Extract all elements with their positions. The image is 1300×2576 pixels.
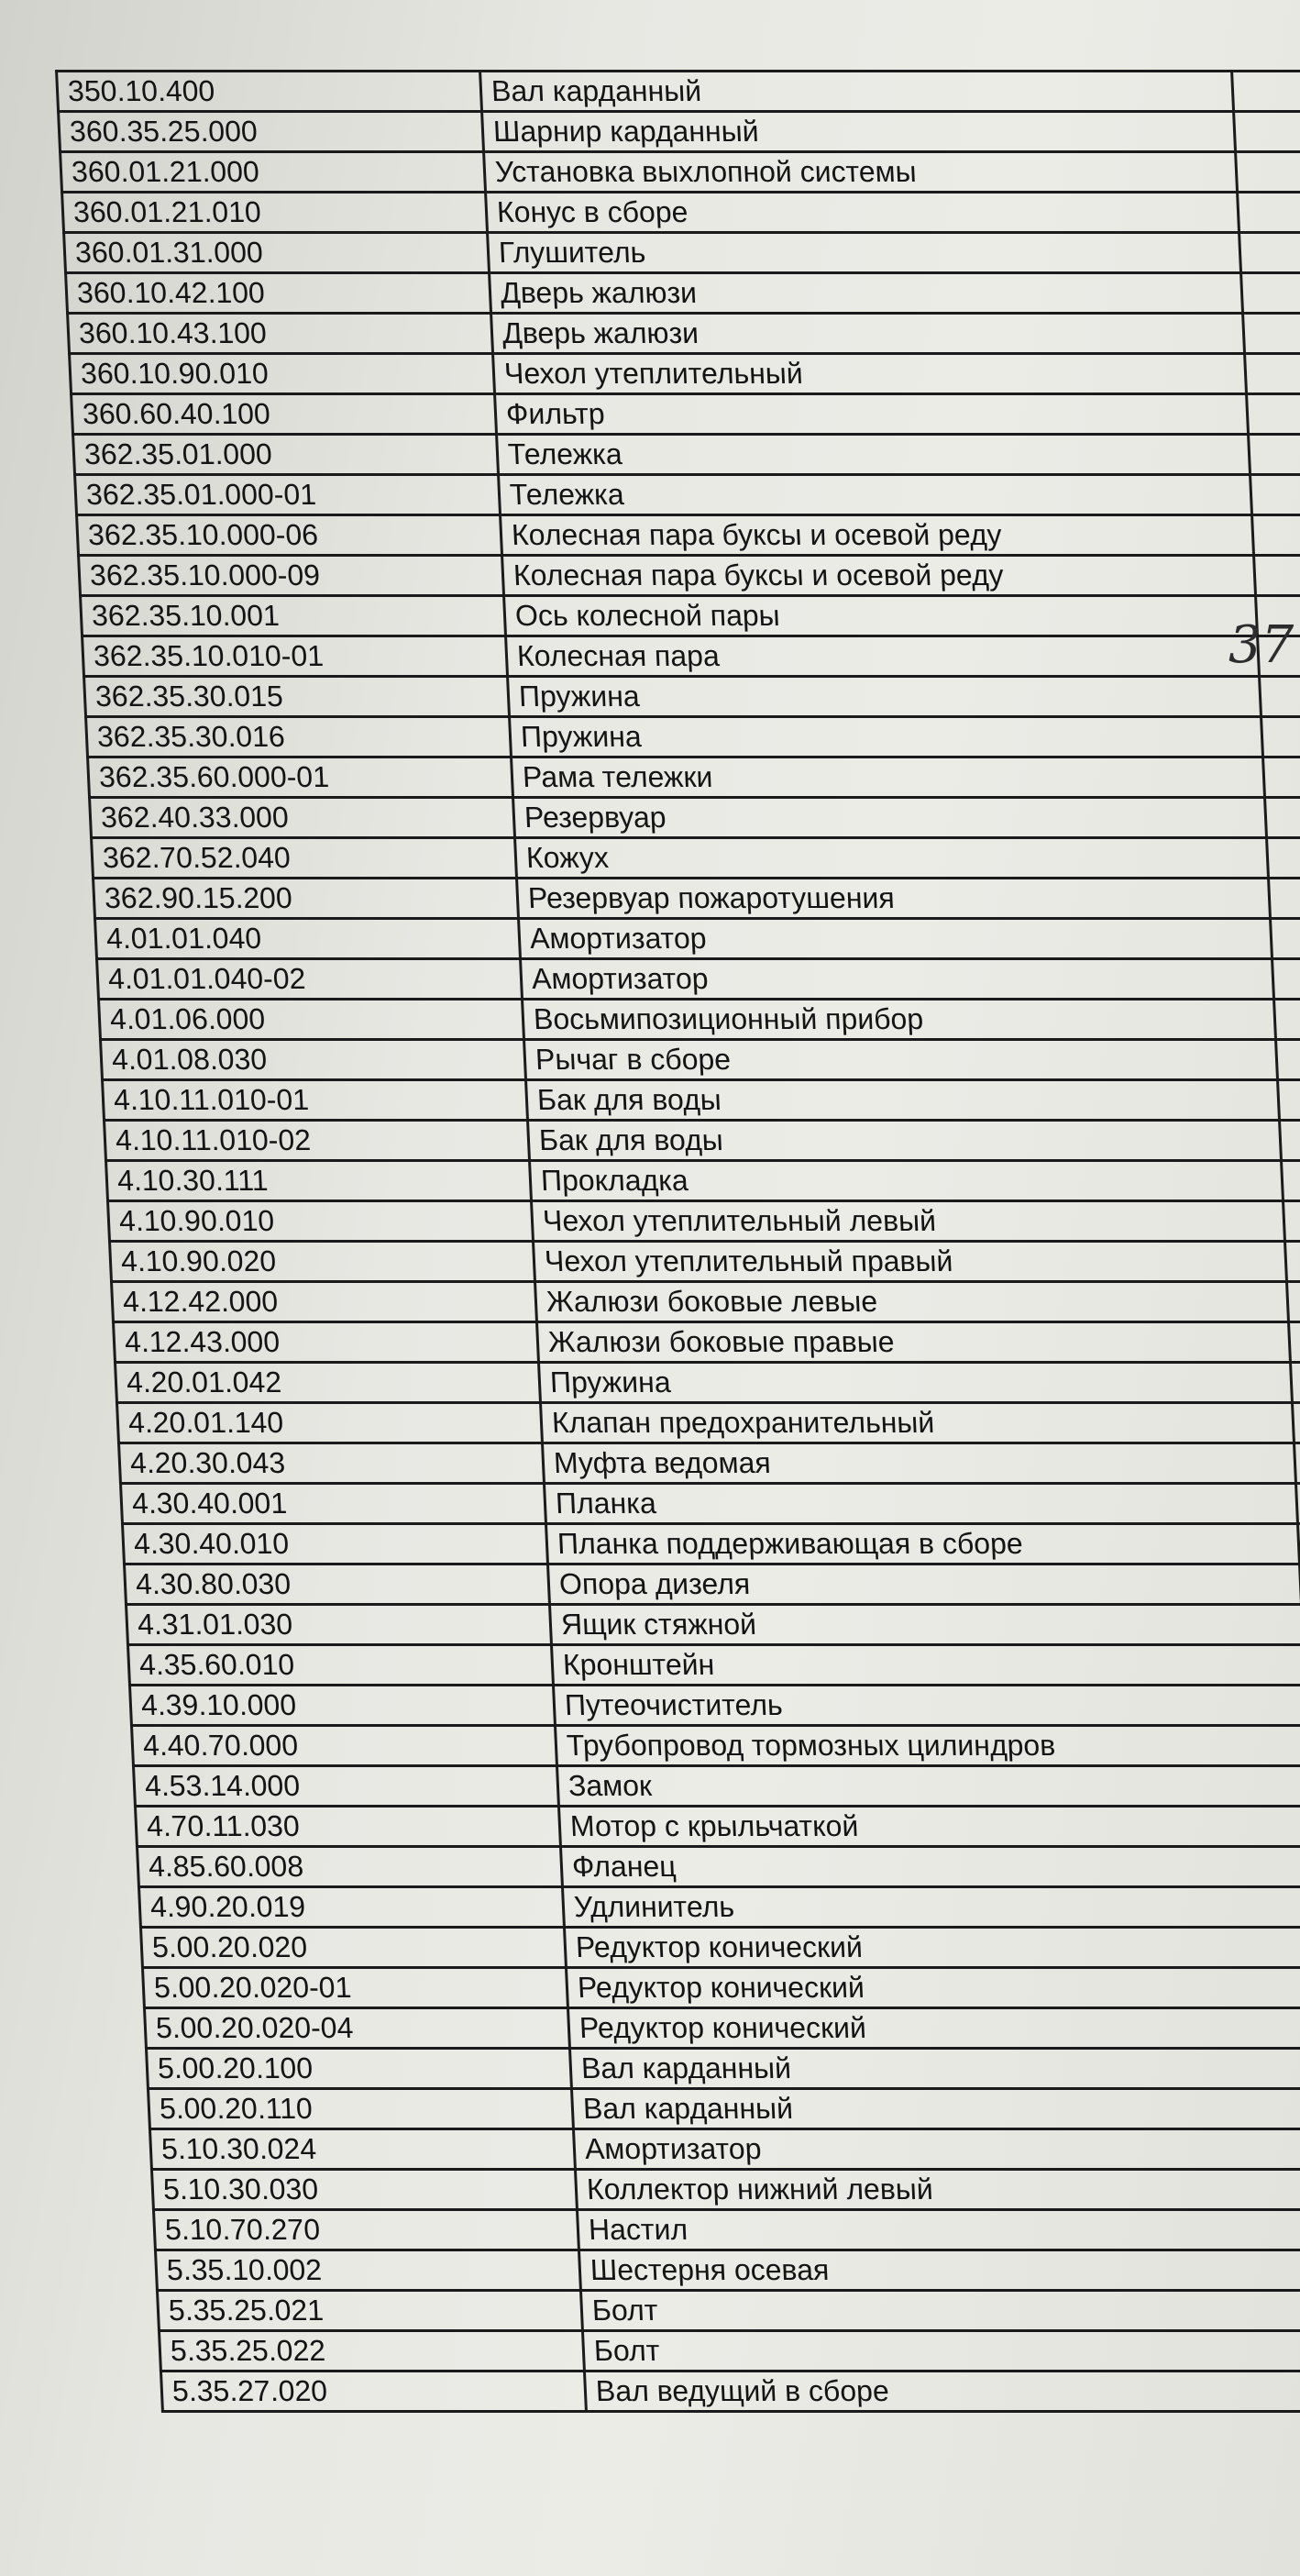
part-name-cell: Глушитель	[488, 233, 1241, 273]
empty-cell	[1261, 717, 1300, 757]
table-row	[140, 1928, 1300, 1968]
table-row	[133, 1766, 1300, 1807]
part-name-cell: Колесная пара буксы и осевой реду	[502, 556, 1256, 596]
empty-cell	[1283, 1201, 1300, 1242]
table-row	[92, 838, 1300, 879]
part-code-cell: 360.10.90.010	[70, 354, 495, 394]
part-code-cell: 4.20.01.140	[117, 1403, 543, 1443]
part-name-cell: Амортизатор	[573, 2129, 1300, 2170]
part-name-cell: Резервуар пожаротушения	[517, 879, 1271, 919]
part-code-cell: 5.00.20.110	[148, 2089, 573, 2129]
part-name-cell: Колесная пара буксы и осевой реду	[501, 515, 1254, 556]
parts-table	[55, 70, 1300, 2413]
part-name-cell: Планка	[544, 1484, 1297, 1524]
empty-cell	[1289, 1322, 1300, 1363]
part-code-cell: 5.10.30.030	[151, 2170, 577, 2210]
table-row	[59, 112, 1300, 152]
part-name-cell: Вал карданный	[480, 72, 1234, 112]
part-name-cell: Шестерня осевая	[578, 2250, 1300, 2291]
table-row	[119, 1443, 1300, 1484]
part-name-cell: Фильтр	[495, 394, 1249, 435]
part-name-cell: Фланец	[560, 1847, 1300, 1887]
part-code-cell: 4.30.80.030	[124, 1564, 549, 1605]
part-name-cell: Муфта ведомая	[543, 1443, 1296, 1484]
empty-cell	[1278, 1080, 1300, 1121]
empty-cell	[1272, 959, 1300, 1000]
part-code-cell: 362.35.60.000-01	[88, 757, 513, 798]
table-row	[148, 2089, 1300, 2129]
empty-cell	[1291, 1363, 1300, 1403]
table-row	[62, 193, 1300, 233]
part-name-cell: Редуктор конический	[564, 1928, 1300, 1968]
part-code-cell: 4.30.40.010	[122, 1524, 547, 1564]
empty-cell	[1282, 1161, 1300, 1201]
table-row	[110, 1242, 1300, 1282]
part-code-cell: 4.10.11.010-02	[105, 1121, 530, 1161]
table-row	[79, 556, 1300, 596]
empty-cell	[1236, 152, 1300, 193]
part-code-cell: 360.01.21.010	[62, 193, 488, 233]
part-name-cell: Коллектор нижний левый	[575, 2170, 1300, 2210]
table-row	[106, 1161, 1300, 1201]
part-name-cell: Тележка	[499, 475, 1252, 515]
table-row	[144, 2008, 1300, 2049]
table-row	[157, 2291, 1300, 2331]
part-name-cell: Жалюзи боковые правые	[537, 1322, 1291, 1363]
parts-table-body	[57, 72, 1300, 2412]
part-code-cell: 4.12.42.000	[112, 1282, 537, 1322]
part-code-cell: 5.10.30.024	[149, 2129, 575, 2170]
part-name-cell: Чехол утеплительный правый	[534, 1242, 1287, 1282]
empty-cell	[1249, 435, 1300, 475]
part-name-cell: Замок	[556, 1766, 1300, 1807]
table-row	[120, 1484, 1300, 1524]
part-code-cell: 362.35.01.000-01	[75, 475, 501, 515]
part-name-cell: Бак для воды	[526, 1080, 1280, 1121]
table-row	[68, 314, 1300, 354]
part-name-cell: Рама тележки	[512, 757, 1265, 798]
part-name-cell: Бак для воды	[528, 1121, 1282, 1161]
part-name-cell: Мотор с крыльчаткой	[558, 1807, 1300, 1847]
part-name-cell: Ящик стяжной	[549, 1605, 1300, 1645]
part-name-cell: Амортизатор	[519, 919, 1272, 959]
part-code-cell: 4.10.30.111	[106, 1161, 532, 1201]
table-row	[112, 1282, 1300, 1322]
table-row	[73, 435, 1300, 475]
table-row	[151, 2170, 1300, 2210]
empty-cell	[1238, 193, 1300, 233]
table-row	[135, 1807, 1300, 1847]
table-row	[84, 677, 1300, 717]
part-name-cell: Трубопровод тормозных цилиндров	[555, 1726, 1300, 1766]
part-code-cell: 362.35.10.000-06	[77, 515, 502, 556]
part-name-cell: Конус в сборе	[486, 193, 1239, 233]
table-row	[153, 2210, 1300, 2250]
table-row	[155, 2250, 1300, 2291]
empty-cell	[1252, 515, 1300, 556]
part-code-cell: 4.10.90.010	[108, 1201, 534, 1242]
part-name-cell: Резервуар	[513, 798, 1267, 838]
part-code-cell: 4.01.01.040	[95, 919, 521, 959]
table-row	[103, 1080, 1300, 1121]
part-code-cell: 4.53.14.000	[133, 1766, 558, 1807]
part-name-cell: Вал ведущий в сборе	[584, 2371, 1300, 2412]
table-row	[160, 2371, 1300, 2412]
part-code-cell: 4.30.40.001	[120, 1484, 545, 1524]
part-code-cell: 362.35.10.000-09	[79, 556, 504, 596]
part-code-cell: 5.35.27.020	[160, 2371, 586, 2412]
part-name-cell: Кожух	[515, 838, 1269, 879]
part-name-cell: Установка выхлопной системы	[484, 152, 1238, 193]
empty-cell	[1265, 798, 1300, 838]
part-code-cell: 5.00.20.020-01	[142, 1968, 567, 2008]
part-name-cell: Ось колесной пары	[504, 596, 1258, 636]
empty-cell	[1271, 919, 1300, 959]
part-name-cell: Редуктор конический	[567, 2008, 1300, 2049]
table-row	[129, 1686, 1300, 1726]
part-code-cell: 4.90.20.019	[138, 1887, 564, 1928]
empty-cell	[1232, 72, 1300, 112]
part-name-cell: Кронштейн	[551, 1645, 1300, 1686]
empty-cell	[1245, 354, 1300, 394]
handwritten-note: 37	[1228, 615, 1294, 675]
part-name-cell: Дверь жалюзи	[491, 314, 1245, 354]
part-name-cell: Пружина	[510, 717, 1263, 757]
empty-cell	[1274, 1000, 1300, 1040]
part-name-cell: Путеочиститель	[553, 1686, 1300, 1726]
part-code-cell: 5.00.20.020-04	[144, 2008, 569, 2049]
part-name-cell: Шарнир карданный	[482, 112, 1236, 152]
part-code-cell: 4.01.08.030	[101, 1040, 526, 1080]
part-name-cell: Клапан предохранительный	[541, 1403, 1294, 1443]
empty-cell	[1234, 112, 1300, 152]
table-row	[66, 273, 1300, 314]
part-code-cell: 362.35.30.016	[86, 717, 512, 757]
empty-cell	[1293, 1403, 1300, 1443]
empty-cell	[1250, 475, 1300, 515]
part-code-cell: 360.35.25.000	[59, 112, 484, 152]
part-code-cell: 4.40.70.000	[131, 1726, 556, 1766]
part-code-cell: 5.35.25.021	[157, 2291, 582, 2331]
table-row	[99, 1000, 1300, 1040]
part-name-cell: Чехол утеплительный	[493, 354, 1247, 394]
part-code-cell: 360.01.21.000	[61, 152, 486, 193]
empty-cell	[1243, 314, 1300, 354]
part-code-cell: 4.35.60.010	[127, 1645, 553, 1686]
part-code-cell: 4.20.30.043	[119, 1443, 545, 1484]
part-code-cell: 360.10.42.100	[66, 273, 491, 314]
part-name-cell: Восьмипозиционный прибор	[523, 1000, 1276, 1040]
empty-cell	[1267, 838, 1300, 879]
table-row	[70, 354, 1300, 394]
table-row	[61, 152, 1300, 193]
part-name-cell: Вал карданный	[571, 2089, 1300, 2129]
part-name-cell: Прокладка	[530, 1161, 1283, 1201]
table-row	[116, 1363, 1300, 1403]
part-code-cell: 4.10.11.010-01	[103, 1080, 528, 1121]
part-code-cell: 362.35.10.001	[81, 596, 506, 636]
table-row	[81, 596, 1300, 636]
part-name-cell: Чехол утеплительный левый	[532, 1201, 1285, 1242]
part-name-cell: Пружина	[539, 1363, 1293, 1403]
part-code-cell: 4.85.60.008	[137, 1847, 562, 1887]
part-code-cell: 5.35.25.022	[159, 2331, 584, 2371]
table-row	[149, 2129, 1300, 2170]
part-code-cell: 362.40.33.000	[90, 798, 515, 838]
part-code-cell: 4.01.06.000	[99, 1000, 524, 1040]
part-code-cell: 5.00.20.020	[140, 1928, 566, 1968]
part-code-cell: 4.70.11.030	[135, 1807, 560, 1847]
table-row	[114, 1322, 1300, 1363]
part-code-cell: 4.12.43.000	[114, 1322, 539, 1363]
empty-cell	[1263, 757, 1300, 798]
part-code-cell: 4.10.90.020	[110, 1242, 535, 1282]
part-name-cell: Тележка	[497, 435, 1250, 475]
table-row	[88, 757, 1300, 798]
part-name-cell: Опора дизеля	[547, 1564, 1300, 1605]
table-row	[75, 475, 1300, 515]
table-row	[86, 717, 1300, 757]
part-code-cell: 360.10.43.100	[68, 314, 493, 354]
part-code-cell: 4.31.01.030	[126, 1605, 551, 1645]
table-row	[126, 1605, 1300, 1645]
part-code-cell: 362.35.10.010-01	[83, 636, 508, 677]
empty-cell	[1287, 1282, 1300, 1322]
empty-cell	[1239, 233, 1300, 273]
part-name-cell: Амортизатор	[521, 959, 1274, 1000]
table-row	[127, 1645, 1300, 1686]
table-row	[117, 1403, 1300, 1443]
table-row	[108, 1201, 1300, 1242]
empty-cell	[1247, 394, 1300, 435]
part-code-cell: 362.70.52.040	[92, 838, 517, 879]
part-code-cell: 360.01.31.000	[64, 233, 490, 273]
table-row	[64, 233, 1300, 273]
table-row	[94, 879, 1300, 919]
table-row	[142, 1968, 1300, 2008]
part-code-cell: 362.35.30.015	[84, 677, 510, 717]
part-code-cell: 4.01.01.040-02	[97, 959, 523, 1000]
part-name-cell: Планка поддерживающая в сборе	[545, 1524, 1299, 1564]
part-name-cell: Жалюзи боковые левые	[535, 1282, 1289, 1322]
table-row	[77, 515, 1300, 556]
empty-cell	[1241, 273, 1300, 314]
part-name-cell: Настил	[577, 2210, 1300, 2250]
part-code-cell: 5.35.10.002	[155, 2250, 580, 2291]
part-code-cell: 362.35.01.000	[73, 435, 499, 475]
table-row	[159, 2331, 1300, 2371]
table-row	[138, 1887, 1300, 1928]
table-row	[83, 636, 1300, 677]
empty-cell	[1254, 556, 1300, 596]
part-code-cell: 362.90.15.200	[94, 879, 519, 919]
empty-cell	[1294, 1443, 1300, 1484]
part-code-cell: 350.10.400	[57, 72, 482, 112]
part-name-cell: Болт	[582, 2331, 1300, 2371]
part-code-cell: 5.10.70.270	[153, 2210, 578, 2250]
table-row	[122, 1524, 1300, 1564]
part-code-cell: 5.00.20.100	[146, 2049, 571, 2089]
empty-cell	[1285, 1242, 1300, 1282]
table-row	[124, 1564, 1300, 1605]
part-name-cell: Удлинитель	[562, 1887, 1300, 1928]
part-code-cell: 4.20.01.042	[116, 1363, 541, 1403]
part-code-cell: 4.39.10.000	[129, 1686, 555, 1726]
part-name-cell: Редуктор конический	[566, 1968, 1300, 2008]
part-name-cell: Болт	[580, 2291, 1300, 2331]
table-row	[95, 919, 1300, 959]
empty-cell	[1280, 1121, 1300, 1161]
part-code-cell: 360.60.40.100	[72, 394, 497, 435]
part-name-cell: Дверь жалюзи	[490, 273, 1243, 314]
table-row	[101, 1040, 1300, 1080]
table-row	[146, 2049, 1300, 2089]
table-row	[97, 959, 1300, 1000]
part-name-cell: Пружина	[508, 677, 1261, 717]
empty-cell	[1276, 1040, 1300, 1080]
table-row	[90, 798, 1300, 838]
empty-cell	[1269, 879, 1300, 919]
part-name-cell: Рычаг в сборе	[524, 1040, 1278, 1080]
table-row	[105, 1121, 1300, 1161]
part-name-cell: Вал карданный	[569, 2049, 1300, 2089]
table-row	[72, 394, 1300, 435]
empty-cell	[1260, 677, 1300, 717]
table-row	[57, 72, 1300, 112]
part-name-cell: Колесная пара	[506, 636, 1260, 677]
table-row	[131, 1726, 1300, 1766]
table-row	[137, 1847, 1300, 1887]
